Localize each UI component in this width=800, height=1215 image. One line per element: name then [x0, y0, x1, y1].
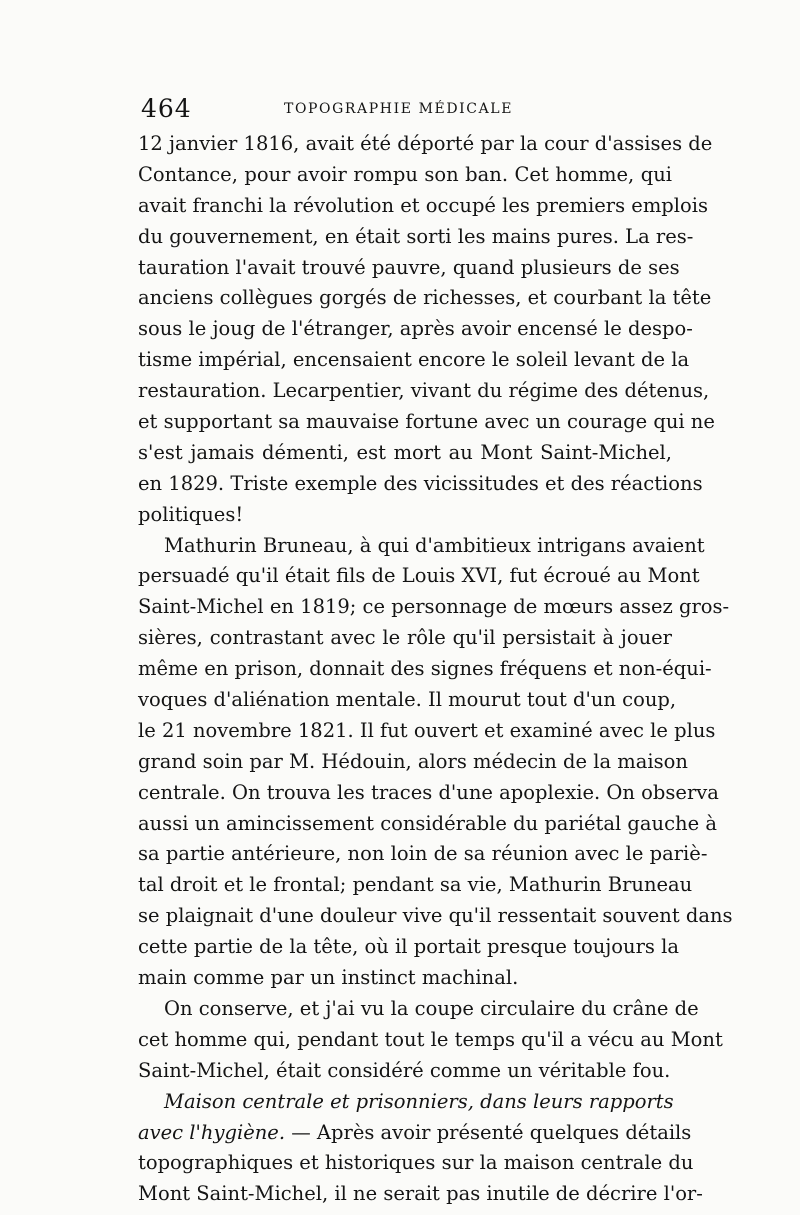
- body-text: [138, 129, 733, 1210]
- paragraph-start-line: On conserve, et j'ai vu la coupe circulaire du crâne de: [164, 996, 699, 1020]
- text-line: politiques!: [138, 502, 244, 526]
- text-line: Mont Saint-Michel, il ne serait pas inutile de décrire l'or-: [138, 1182, 703, 1206]
- text-line: sières, contrastant avec le rôle qu'il persistait à jouer: [138, 626, 672, 650]
- text-line: tal droit et le frontal; pendant sa vie, Mathurin Bruneau: [138, 873, 693, 897]
- text-line: anciens collègues gorgés de richesses, et courbant la tête: [138, 286, 712, 310]
- text-line: s'est jamais démenti, est mort au Mont Saint-Michel,: [138, 440, 672, 464]
- text-line: Saint-Michel en 1819; ce personnage de mœurs assez gros-: [138, 595, 730, 619]
- text-line: persuadé qu'il était fils de Louis XVI, fut écroué au Mont: [138, 564, 700, 588]
- paragraph-start-line: Mathurin Bruneau, à qui d'ambitieux intrigans avaient: [164, 533, 705, 557]
- text-line: sous le joug de l'étranger, après avoir encensé le despo-: [138, 317, 693, 341]
- text-line: et supportant sa mauvaise fortune avec un courage qui ne: [138, 410, 715, 434]
- text-line: se plaignait d'une douleur vive qu'il ressentait souvent dans: [138, 904, 733, 928]
- text-line: centrale. On trouva les traces d'une apoplexie. On observa: [138, 780, 719, 804]
- text-line: main comme par un instinct machinal.: [138, 966, 519, 990]
- text-line: aussi un amincissement considérable du pariétal gauche à: [138, 811, 717, 835]
- running-head: [141, 94, 681, 128]
- page-number: 464: [141, 94, 192, 123]
- text-line: Contance, pour avoir rompu son ban. Cet homme, qui: [138, 162, 672, 186]
- section-heading-italic: avec l'hygiène.: [138, 1120, 286, 1144]
- text-line: cet homme qui, pendant tout le temps qu'il a vécu au Mont: [138, 1027, 723, 1051]
- text-line: Saint-Michel, était considéré comme un véritable fou.: [138, 1058, 671, 1082]
- section-heading-italic: Maison centrale et prisonniers, dans leurs rapports: [164, 1089, 674, 1113]
- text-line: topographiques et historiques sur la maison centrale du: [138, 1151, 694, 1175]
- text-line: restauration. Lecarpentier, vivant du régime des détenus,: [138, 379, 710, 403]
- text-line: du gouvernement, en était sorti les mains pures. La res-: [138, 224, 694, 248]
- text-line: tisme impérial, encensaient encore le soleil levant de la: [138, 348, 690, 372]
- running-title: TOPOGRAPHIE MÉDICALE: [284, 101, 514, 117]
- text-line: même en prison, donnait des signes fréquens et non-équi-: [138, 657, 712, 681]
- section-heading-line: [138, 1118, 692, 1149]
- text-segment: — Après avoir présenté quelques détails: [285, 1120, 692, 1144]
- text-line: le 21 novembre 1821. Il fut ouvert et examiné avec le plus: [138, 718, 716, 742]
- text-line: avait franchi la révolution et occupé les premiers emplois: [138, 193, 709, 217]
- section-heading-line: [138, 1087, 672, 1118]
- text-line: tauration l'avait trouvé pauvre, quand plusieurs de ses: [138, 255, 680, 279]
- text-line: voques d'aliénation mentale. Il mourut tout d'un coup,: [138, 688, 677, 712]
- text-line: sa partie antérieure, non loin de sa réunion avec le pariè-: [138, 842, 708, 866]
- text-line: cette partie de la tête, où il portait presque toujours la: [138, 935, 679, 959]
- text-line: en 1829. Triste exemple des vicissitudes et des réactions: [138, 471, 703, 495]
- text-line: grand soin par M. Hédouin, alors médecin de la maison: [138, 749, 688, 773]
- text-line: 12 janvier 1816, avait été déporté par la cour d'assises de: [138, 132, 713, 155]
